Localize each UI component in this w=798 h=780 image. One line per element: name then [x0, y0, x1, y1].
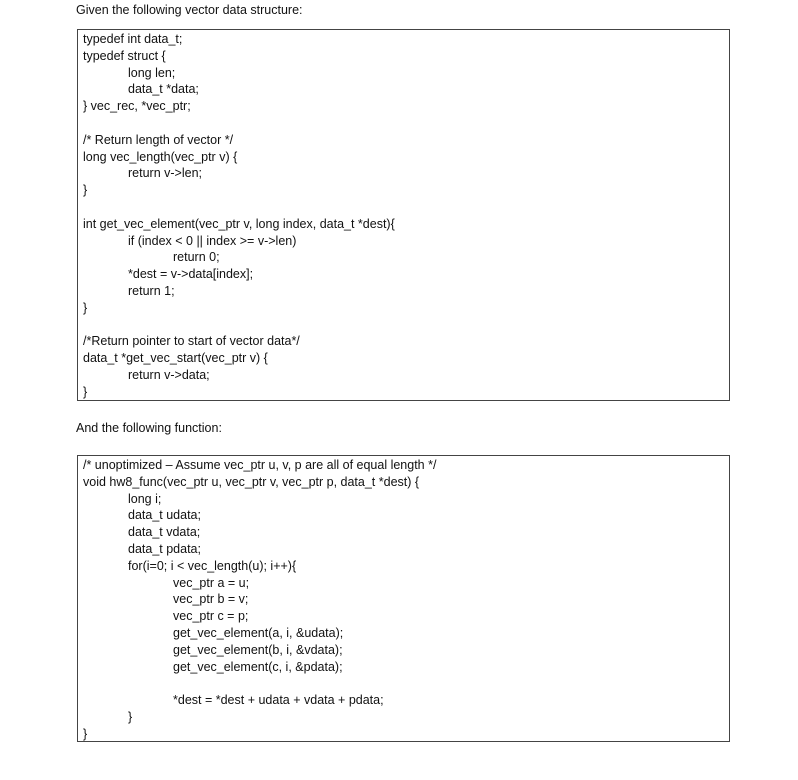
code-line: data_t udata; [128, 508, 201, 523]
middle-paragraph: And the following function: [76, 421, 222, 435]
code-line: return 1; [128, 284, 175, 298]
code-line: } [83, 384, 88, 399]
code-line: data_t *data; [128, 82, 199, 97]
function-code-block [77, 455, 730, 742]
code-line: vec_ptr b = v; [173, 592, 249, 607]
code-line: } [83, 183, 88, 198]
code-line: if (index < 0 || index >= v->len) [128, 233, 297, 248]
code-line: return v->len; [128, 166, 202, 181]
code-line: typedef struct { [83, 48, 166, 63]
code-line: data_t vdata; [128, 525, 201, 540]
code-line: long i; [128, 491, 162, 506]
code-line: data_t *get_vec_start(vec_ptr v) { [83, 351, 268, 366]
intro-paragraph: Given the following vector data structure: [76, 3, 303, 17]
code-line: get_vec_element(a, i, &udata); [173, 626, 344, 640]
code-line: int get_vec_element(vec_ptr v, long index, data_t *dest){ [83, 216, 395, 231]
struct-code-block [77, 29, 730, 401]
code-line: /* unoptimized – Assume vec_ptr u, v, p are all of equal length */ [83, 458, 437, 472]
code-line: long vec_length(vec_ptr v) { [83, 149, 238, 164]
code-line: typedef int data_t; [83, 32, 183, 46]
code-line: /*Return pointer to start of vector data*/ [83, 334, 300, 349]
code-line: vec_ptr a = u; [173, 575, 250, 590]
code-line: get_vec_element(b, i, &vdata); [173, 642, 343, 657]
code-line: long len; [128, 65, 176, 80]
code-line: } [83, 300, 88, 315]
code-line: *dest = v->data[index]; [128, 267, 254, 282]
code-line: } [83, 726, 88, 741]
code-line: /* Return length of vector */ [83, 132, 234, 147]
code-line: data_t pdata; [128, 542, 201, 556]
code-line: } vec_rec, *vec_ptr; [83, 99, 191, 114]
code-line: return v->data; [128, 368, 210, 382]
code-line: for(i=0; i < vec_length(u); i++){ [128, 558, 297, 573]
code-line: *dest = *dest + udata + vdata + pdata; [173, 693, 384, 708]
code-line: void hw8_func(vec_ptr u, vec_ptr v, vec_ptr p, data_t *dest) { [83, 474, 420, 489]
code-line: } [128, 710, 133, 724]
code-line: vec_ptr c = p; [173, 609, 249, 624]
code-line: get_vec_element(c, i, &pdata); [173, 659, 343, 674]
code-line: return 0; [173, 250, 220, 265]
